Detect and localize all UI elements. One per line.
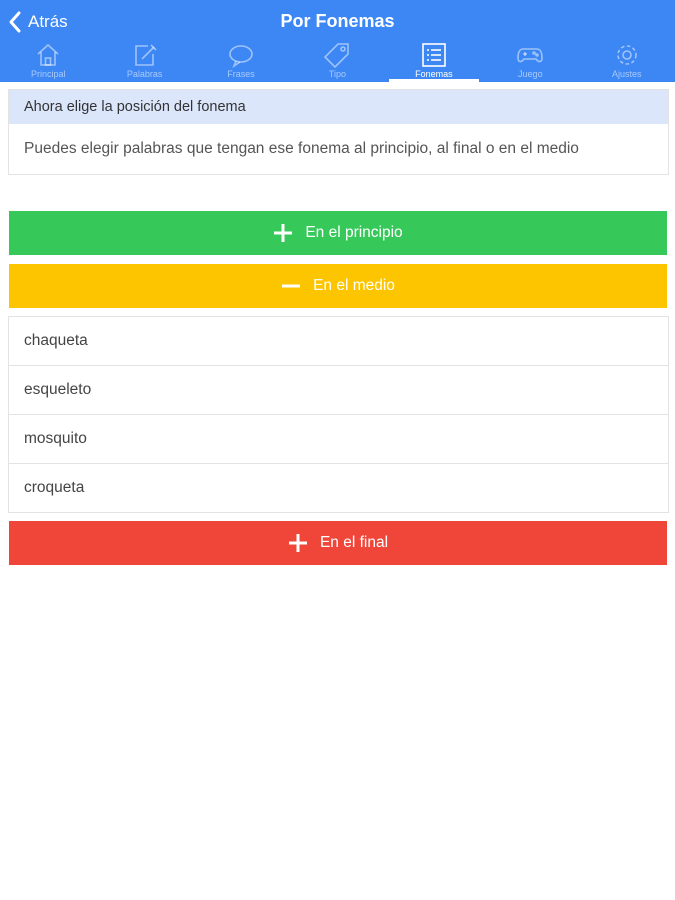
- tab-ajustes[interactable]: [579, 40, 675, 82]
- tab-label: Palabras: [126, 69, 163, 79]
- tab-fonemas[interactable]: [386, 40, 482, 82]
- minus-icon: [281, 276, 301, 296]
- section-start-button[interactable]: [9, 211, 667, 255]
- section-end-button[interactable]: [9, 521, 667, 565]
- plus-icon: [288, 533, 308, 553]
- section-start-label: En el principio: [305, 224, 403, 241]
- info-text: Puedes elegir palabras que tengan ese fonema al principio, al final o en el medio: [24, 140, 579, 157]
- list-item[interactable]: esqueleto: [9, 366, 668, 415]
- list-icon: [421, 42, 447, 68]
- tab-label: Fonemas: [415, 69, 453, 79]
- info-panel: [8, 89, 669, 175]
- back-label: Atrás: [28, 12, 68, 31]
- tab-label: Frases: [227, 69, 255, 79]
- section-middle-button[interactable]: [9, 264, 667, 308]
- plus-icon: [273, 223, 293, 243]
- top-bar: [0, 0, 675, 82]
- gear-icon: [614, 42, 640, 68]
- tab-label: Principal: [30, 69, 66, 79]
- speech-bubble-icon: [228, 42, 254, 68]
- list-item[interactable]: mosquito: [9, 415, 668, 464]
- gamepad-icon: [517, 42, 543, 68]
- tab-frases[interactable]: [193, 40, 289, 82]
- tab-principal[interactable]: [0, 40, 96, 82]
- tag-icon: [324, 42, 350, 68]
- tab-juego[interactable]: [482, 40, 578, 82]
- tab-label: Tipo: [328, 69, 347, 79]
- section-end-label: En el final: [319, 534, 389, 551]
- word-list: [8, 316, 669, 513]
- tab-label: Ajustes: [611, 69, 642, 79]
- tab-tipo[interactable]: [289, 40, 385, 82]
- list-item[interactable]: chaqueta: [9, 317, 668, 366]
- tab-label: Juego: [518, 69, 543, 79]
- tab-bar: [0, 40, 675, 82]
- tab-palabras[interactable]: [96, 40, 192, 82]
- home-icon: [35, 42, 61, 68]
- section-middle-label: En el medio: [313, 277, 395, 294]
- page-title: Por Fonemas: [280, 11, 395, 31]
- edit-icon: [132, 42, 158, 68]
- list-item[interactable]: croqueta: [9, 464, 668, 513]
- info-heading: Ahora elige la posición del fonema: [9, 90, 668, 124]
